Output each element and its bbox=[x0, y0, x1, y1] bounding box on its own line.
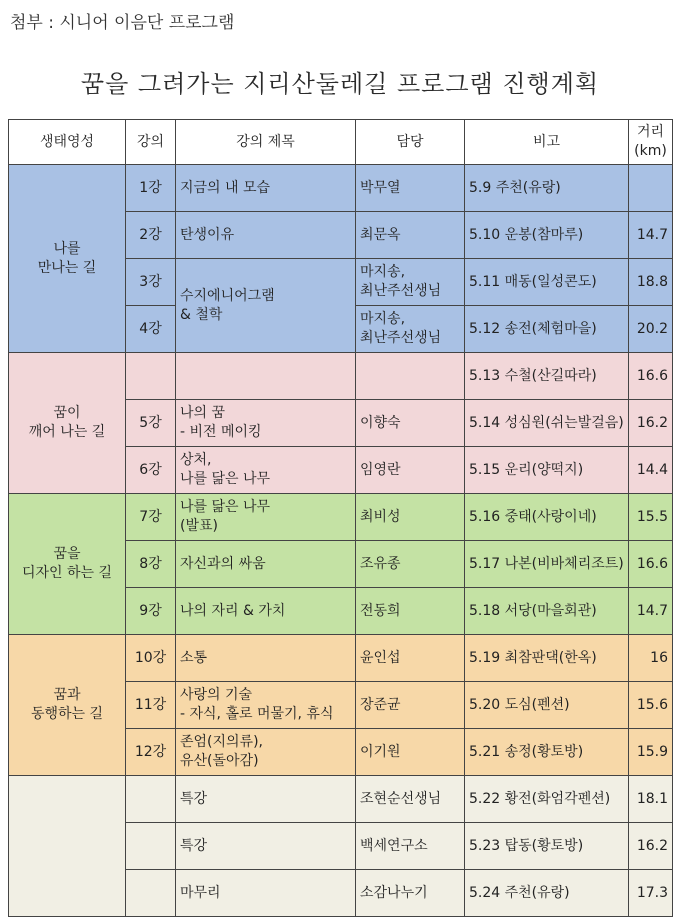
lecture-number: 8강 bbox=[126, 541, 176, 588]
note-cell: 5.18 서당(마을회관) bbox=[465, 588, 629, 635]
theme-cell bbox=[9, 776, 126, 917]
lecture-number: 1강 bbox=[126, 165, 176, 212]
lecture-number bbox=[126, 776, 176, 823]
distance-cell: 15.5 bbox=[629, 494, 673, 541]
note-cell: 5.16 중태(사랑이네) bbox=[465, 494, 629, 541]
lecture-number: 5강 bbox=[126, 400, 176, 447]
note-cell: 5.24 주천(유랑) bbox=[465, 870, 629, 917]
distance-cell: 16 bbox=[629, 635, 673, 682]
lecture-title: 마무리 bbox=[176, 870, 356, 917]
lecture-title: 소통 bbox=[176, 635, 356, 682]
staff-name: 이기원 bbox=[356, 729, 465, 776]
staff-name bbox=[356, 353, 465, 400]
distance-cell: 15.9 bbox=[629, 729, 673, 776]
note-cell: 5.12 송전(체험마을) bbox=[465, 306, 629, 353]
distance-cell: 16.6 bbox=[629, 353, 673, 400]
table-body bbox=[9, 165, 673, 917]
lecture-title: 수지에니어그램 & 철학 bbox=[176, 259, 356, 353]
note-cell: 5.14 성심원(쉬는발걸음) bbox=[465, 400, 629, 447]
header-distance: 거리 (km) bbox=[629, 120, 673, 165]
note-cell: 5.11 매동(일성콘도) bbox=[465, 259, 629, 306]
lecture-number: 4강 bbox=[126, 306, 176, 353]
table-row bbox=[9, 776, 673, 823]
staff-name: 소감나누기 bbox=[356, 870, 465, 917]
lecture-number: 6강 bbox=[126, 447, 176, 494]
distance-cell: 14.7 bbox=[629, 588, 673, 635]
distance-cell: 16.2 bbox=[629, 823, 673, 870]
distance-cell: 16.2 bbox=[629, 400, 673, 447]
distance-cell: 16.6 bbox=[629, 541, 673, 588]
lecture-number: 7강 bbox=[126, 494, 176, 541]
lecture-title: 특강 bbox=[176, 776, 356, 823]
distance-cell: 18.8 bbox=[629, 259, 673, 306]
lecture-number: 10강 bbox=[126, 635, 176, 682]
staff-name: 박무열 bbox=[356, 165, 465, 212]
staff-name: 마지송, 최난주선생님 bbox=[356, 259, 465, 306]
lecture-title: 나를 닮은 나무 (발표) bbox=[176, 494, 356, 541]
table-row bbox=[9, 165, 673, 212]
lecture-title: 나의 자리 & 가치 bbox=[176, 588, 356, 635]
note-cell: 5.10 운봉(참마루) bbox=[465, 212, 629, 259]
distance-cell: 17.3 bbox=[629, 870, 673, 917]
note-cell: 5.22 황전(화엄각펜션) bbox=[465, 776, 629, 823]
staff-name: 장준균 bbox=[356, 682, 465, 729]
lecture-title: 존엄(지의류), 유산(돌아감) bbox=[176, 729, 356, 776]
staff-name: 조유종 bbox=[356, 541, 465, 588]
table-row bbox=[9, 353, 673, 400]
note-cell: 5.19 최참판댁(한옥) bbox=[465, 635, 629, 682]
distance-cell: 14.4 bbox=[629, 447, 673, 494]
staff-name: 마지송, 최난주선생님 bbox=[356, 306, 465, 353]
distance-cell: 15.6 bbox=[629, 682, 673, 729]
note-cell: 5.17 나본(비바체리조트) bbox=[465, 541, 629, 588]
theme-cell: 나를 만나는 길 bbox=[9, 165, 126, 353]
note-cell: 5.13 수철(산길따라) bbox=[465, 353, 629, 400]
lecture-number: 3강 bbox=[126, 259, 176, 306]
distance-cell bbox=[629, 165, 673, 212]
staff-name: 임영란 bbox=[356, 447, 465, 494]
staff-name: 윤인섭 bbox=[356, 635, 465, 682]
header-lecture-title: 강의 제목 bbox=[176, 120, 356, 165]
staff-name: 최비성 bbox=[356, 494, 465, 541]
lecture-number: 12강 bbox=[126, 729, 176, 776]
attachment-label: 첨부 : 시니어 이음단 프로그램 bbox=[10, 13, 235, 33]
lecture-title bbox=[176, 353, 356, 400]
lecture-number: 2강 bbox=[126, 212, 176, 259]
table-header-row bbox=[9, 120, 673, 165]
lecture-title: 지금의 내 모습 bbox=[176, 165, 356, 212]
distance-cell: 18.1 bbox=[629, 776, 673, 823]
staff-name: 이향숙 bbox=[356, 400, 465, 447]
note-cell: 5.21 송정(황토방) bbox=[465, 729, 629, 776]
document-title: 꿈을 그려가는 지리산둘레길 프로그램 진행계획 bbox=[80, 70, 600, 98]
theme-cell: 꿈과 동행하는 길 bbox=[9, 635, 126, 776]
program-schedule-table bbox=[8, 119, 673, 917]
header-note: 비고 bbox=[465, 120, 629, 165]
staff-name: 조현순선생님 bbox=[356, 776, 465, 823]
lecture-title: 특강 bbox=[176, 823, 356, 870]
theme-cell: 꿈을 디자인 하는 길 bbox=[9, 494, 126, 635]
lecture-title: 상처, 나를 닮은 나무 bbox=[176, 447, 356, 494]
header-staff: 담당 bbox=[356, 120, 465, 165]
distance-cell: 20.2 bbox=[629, 306, 673, 353]
distance-cell: 14.7 bbox=[629, 212, 673, 259]
note-cell: 5.9 주천(유랑) bbox=[465, 165, 629, 212]
staff-name: 백세연구소 bbox=[356, 823, 465, 870]
lecture-number bbox=[126, 353, 176, 400]
note-cell: 5.20 도심(펜션) bbox=[465, 682, 629, 729]
header-theme: 생태영성 bbox=[9, 120, 126, 165]
note-cell: 5.15 운리(양떡지) bbox=[465, 447, 629, 494]
header-lecture: 강의 bbox=[126, 120, 176, 165]
lecture-title: 자신과의 싸움 bbox=[176, 541, 356, 588]
lecture-number bbox=[126, 823, 176, 870]
theme-cell: 꿈이 깨어 나는 길 bbox=[9, 353, 126, 494]
lecture-number bbox=[126, 870, 176, 917]
lecture-number: 9강 bbox=[126, 588, 176, 635]
lecture-title: 나의 꿈 - 비전 메이킹 bbox=[176, 400, 356, 447]
note-cell: 5.23 탑동(황토방) bbox=[465, 823, 629, 870]
lecture-number: 11강 bbox=[126, 682, 176, 729]
table-row bbox=[9, 635, 673, 682]
staff-name: 전동희 bbox=[356, 588, 465, 635]
staff-name: 최문옥 bbox=[356, 212, 465, 259]
lecture-title: 탄생이유 bbox=[176, 212, 356, 259]
lecture-title: 사랑의 기술 - 자식, 홀로 머물기, 휴식 bbox=[176, 682, 356, 729]
table-row bbox=[9, 494, 673, 541]
